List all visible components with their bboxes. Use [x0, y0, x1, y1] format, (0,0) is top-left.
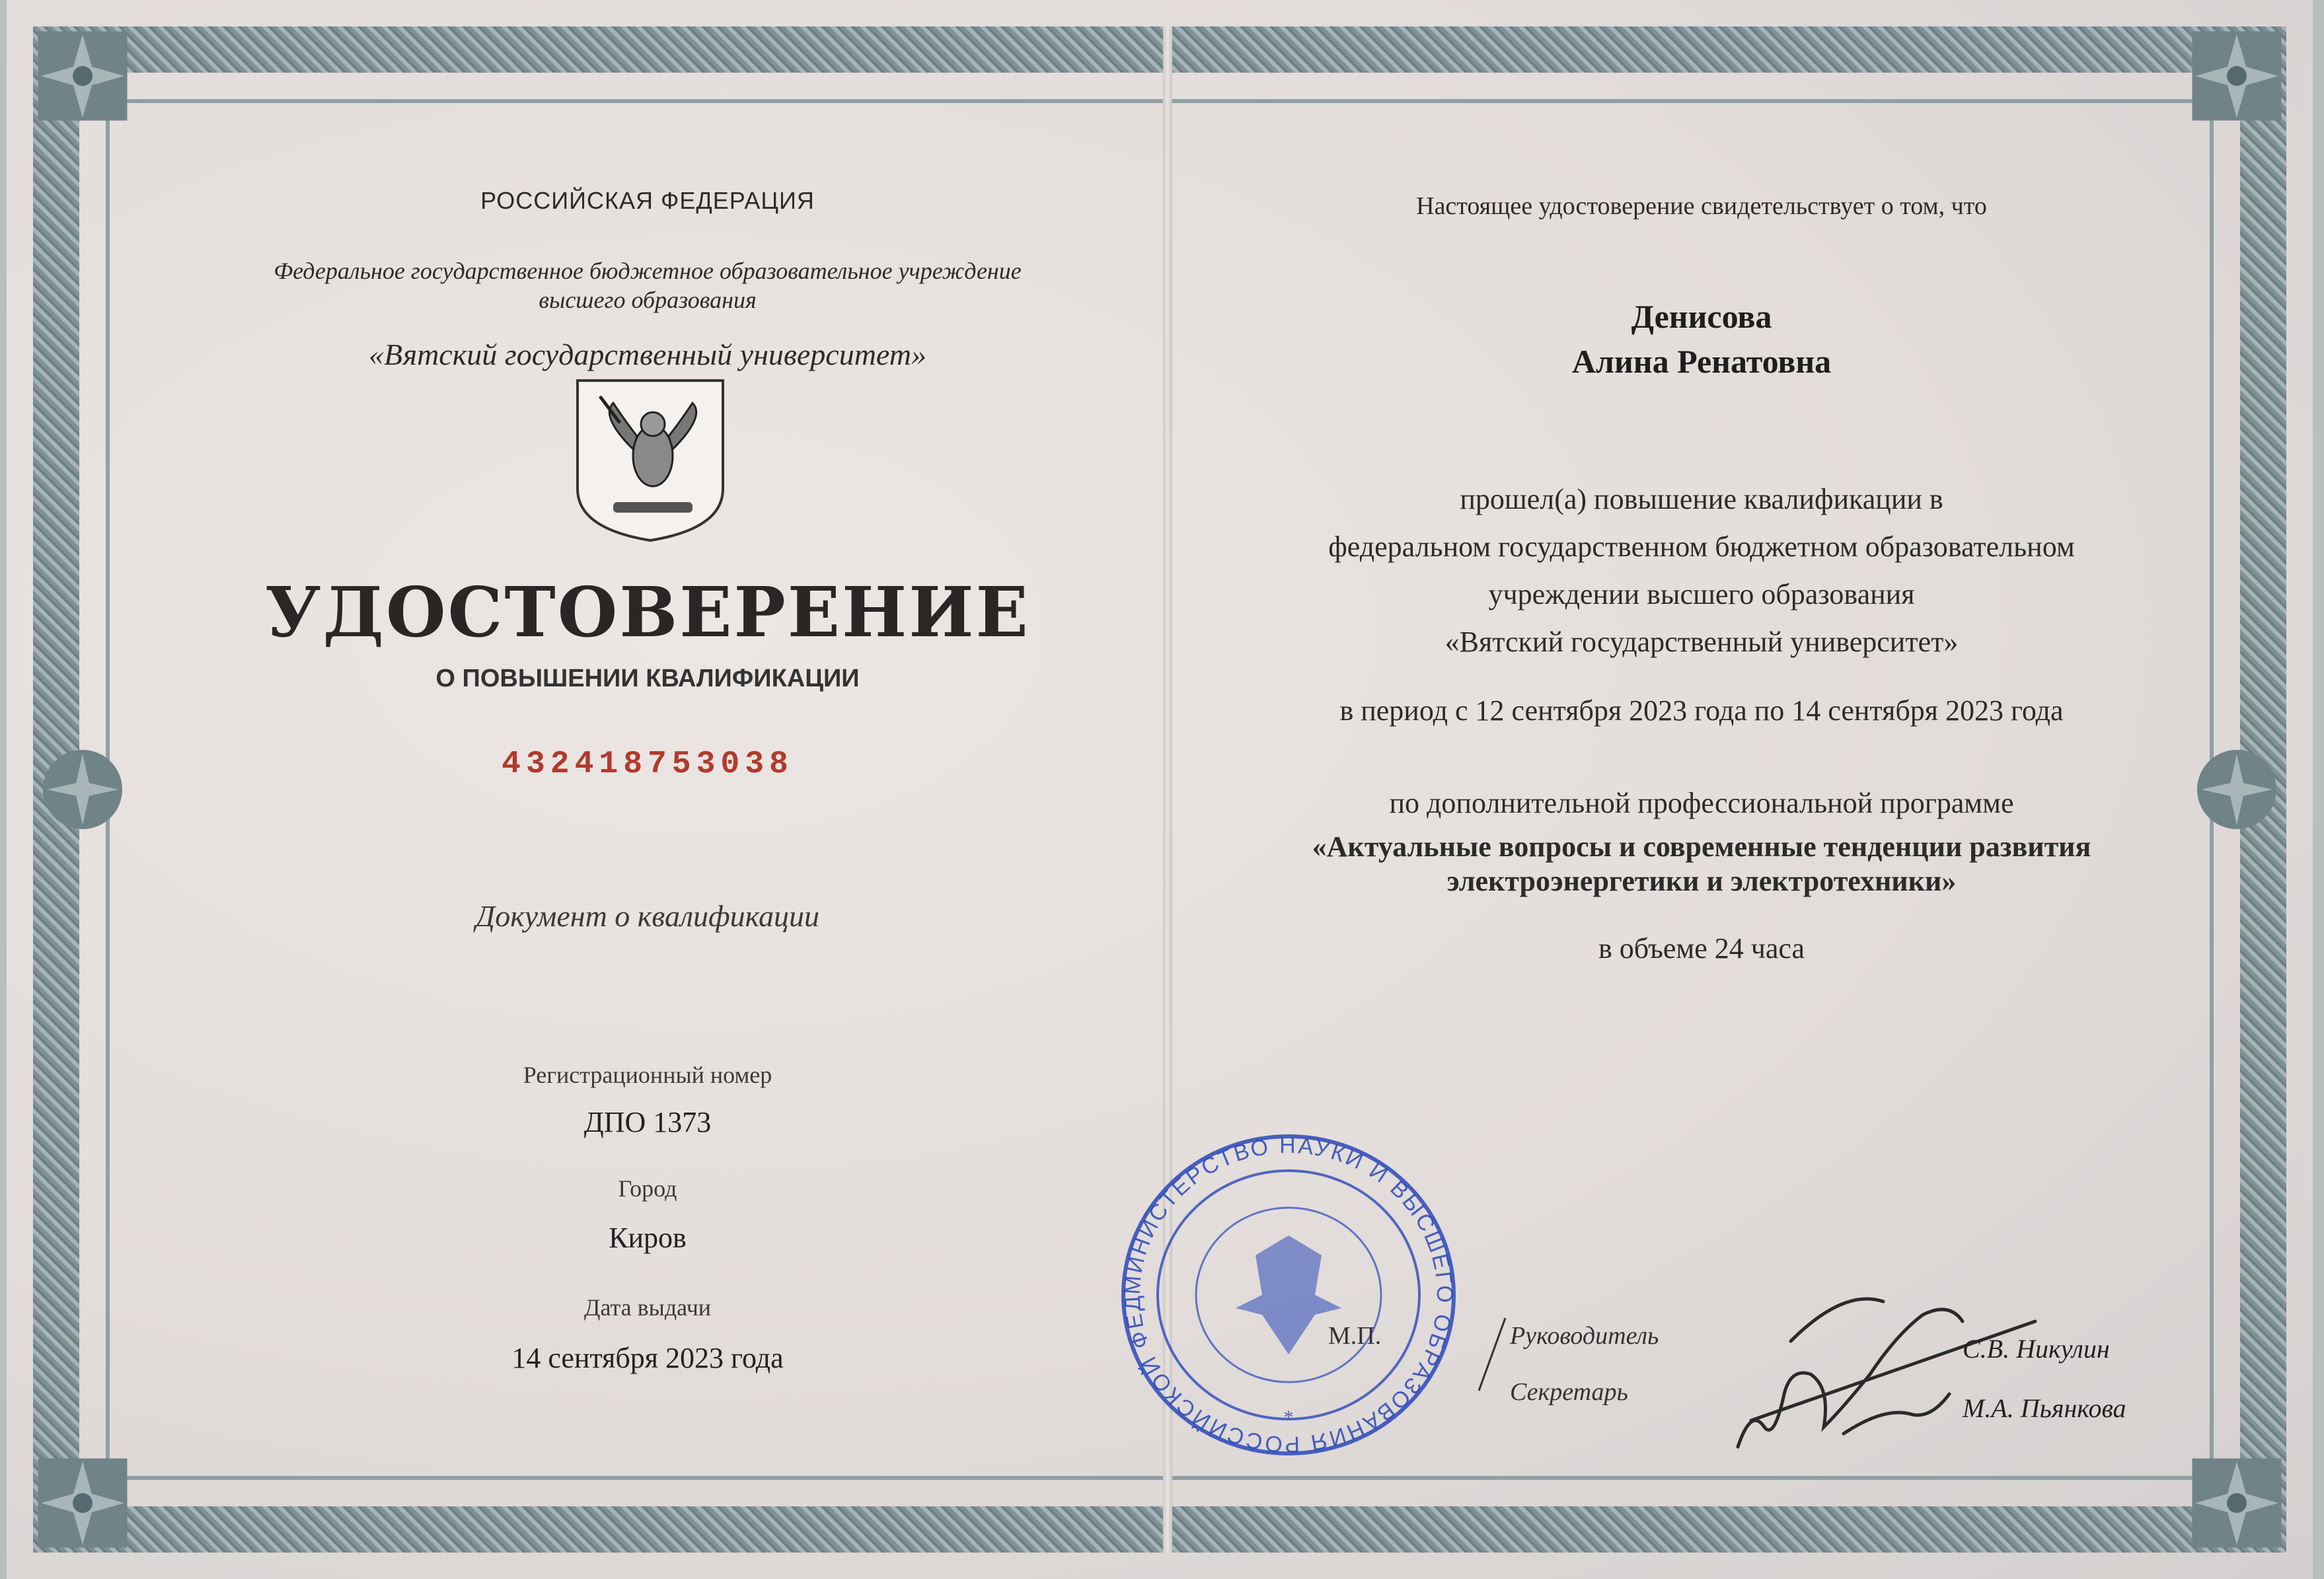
program-title-line-1: «Актуальные вопросы и современные тенденции развития [1312, 830, 2091, 863]
svg-text:*: * [1283, 1407, 1294, 1428]
holder-given-names: Алина Ренатовна [1571, 343, 1832, 380]
training-line-2: федеральном государственном бюджетном образовательном [1328, 531, 2075, 563]
program-title-line-2: электроэнергетики и электротехники» [1446, 865, 1957, 897]
director-role: Руководитель [1510, 1322, 1659, 1350]
city-value: Киров [609, 1222, 687, 1254]
training-line-3: учреждении высшего образования [1488, 578, 1915, 610]
training-line-4: «Вятский государственный университет» [1444, 626, 1959, 658]
organization-line-1: Федеральное государственное бюджетное образовательное учреждение [274, 258, 1022, 284]
organization-name [152, 256, 1143, 314]
city-label: Город [618, 1175, 677, 1202]
training-institution-text [1229, 476, 2174, 666]
official-seal [1110, 1123, 1467, 1467]
director-name: С.В. Никулин [1963, 1334, 2110, 1364]
document-type: Документ о квалификации [475, 899, 820, 933]
certificate-intro: Настоящее удостоверение свидетельствует о том, что [1416, 192, 1987, 220]
corner-ornament [33, 1453, 132, 1553]
secretary-name: М.А. Пьянкова [1963, 1393, 2126, 1423]
program-intro: по дополнительной профессиональной программе [1389, 787, 2014, 819]
handwritten-signature [1711, 1275, 2055, 1473]
corner-ornament [33, 26, 132, 126]
corner-ornament [2187, 740, 2286, 839]
secretary-role: Секретарь [1510, 1378, 1628, 1406]
holder-surname: Денисова [1631, 298, 1772, 335]
seal-ring-text: МИНИСТЕРСТВО НАУКИ И ВЫСШЕГО ОБРАЗОВАНИЯ РОССИЙСКОЙ ФЕД [1119, 1132, 1458, 1457]
corner-ornament [2187, 1453, 2286, 1553]
training-line-1: прошел(а) повышение квалификации в [1460, 483, 1943, 515]
document-title: УДОСТОВЕРЕНИЕ [265, 571, 1030, 653]
program-title [1229, 830, 2174, 899]
issue-date-value: 14 сентября 2023 года [511, 1342, 784, 1374]
corner-ornament [2187, 26, 2286, 126]
program-volume: в объеме 24 часа [1598, 932, 1805, 965]
signature-divider-mark [1472, 1315, 1512, 1394]
organization-line-2: высшего образования [539, 287, 757, 313]
double-headed-eagle-icon [1236, 1235, 1341, 1354]
university-name: «Вятский государственный университет» [369, 338, 926, 371]
issue-date-label: Дата выдачи [583, 1294, 712, 1321]
university-emblem-icon [574, 377, 727, 543]
registration-number: ДПО 1373 [583, 1106, 712, 1138]
country-heading: РОССИЙСКАЯ ФЕДЕРАЦИЯ [480, 187, 815, 214]
corner-ornament [33, 740, 132, 839]
serial-number: 432418753038 [502, 747, 794, 782]
document-subtitle: О ПОВЫШЕНИИ КВАЛИФИКАЦИИ [435, 665, 860, 692]
stamp-place-label: М.П. [1328, 1322, 1382, 1350]
registration-label: Регистрационный номер [523, 1062, 772, 1088]
training-period: в период с 12 сентября 2023 года по 14 сентября 2023 года [1339, 694, 2064, 727]
